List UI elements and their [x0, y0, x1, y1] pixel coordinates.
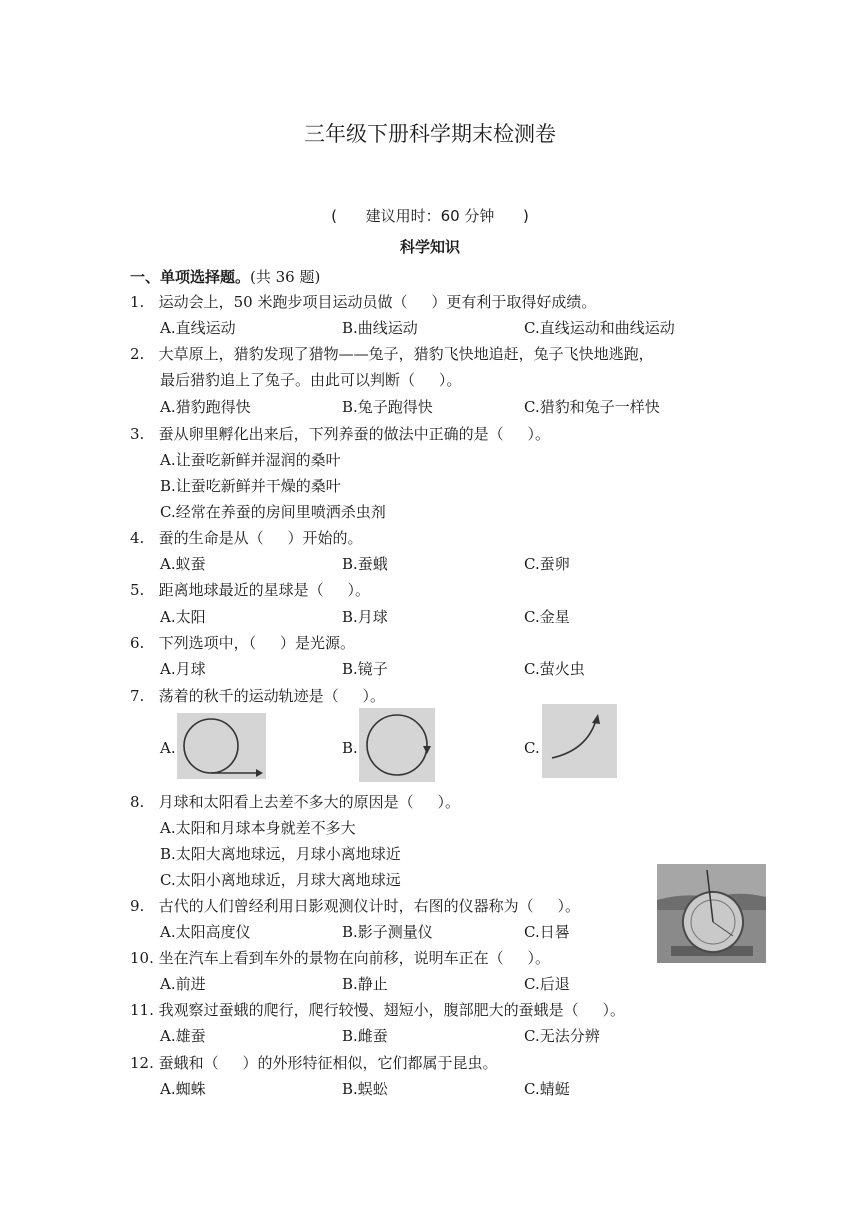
question-text: 月球和太阳看上去差不多大的原因是（ ）。 [158, 793, 460, 811]
option-b: B.兔子跑得快 [342, 398, 433, 416]
option-c: C.金星 [524, 608, 570, 626]
option-c: C.经常在养蚕的房间里喷洒杀虫剂 [160, 503, 386, 521]
question-text: 我观察过蚕蛾的爬行，爬行较慢、翅短小，腹部肥大的蚕蛾是（ ）。 [158, 1001, 625, 1019]
question-number: 8. [130, 793, 145, 811]
part-count: (共 36 题) [250, 268, 321, 286]
question-text: 古代的人们曾经利用日影观测仪计时，右图的仪器称为（ ）。 [158, 897, 580, 915]
page-title: 三年级下册科学期末检测卷 [304, 122, 556, 146]
question-number: 7. [130, 687, 145, 705]
circle-figure [359, 708, 435, 782]
question-6 [130, 633, 355, 653]
question-text: 荡着的秋千的运动轨迹是（ ）。 [158, 687, 385, 705]
option-a: A.雄蚕 [160, 1027, 206, 1045]
question-5 [130, 580, 370, 600]
option-a: A.直线运动 [160, 319, 236, 337]
question-number: 9. [130, 897, 145, 915]
option-b: B. [342, 739, 358, 757]
question-number: 3. [130, 425, 145, 443]
sundial-photo [657, 864, 766, 963]
option-a: A.蜘蛛 [160, 1080, 206, 1098]
question-7 [130, 686, 385, 706]
option-a: A.猎豹跑得快 [160, 398, 251, 416]
question-number: 2. [130, 345, 145, 363]
circle-with-arrow-figure [177, 713, 266, 779]
option-a: A. [160, 739, 176, 757]
question-text: 蚕蛾和（ ）的外形特征相似，它们都属于昆虫。 [158, 1054, 498, 1072]
question-number: 1. [130, 293, 145, 311]
option-a: A.月球 [160, 660, 206, 678]
option-b: B.让蚕吃新鲜并干燥的桑叶 [160, 477, 341, 495]
question-text: 距离地球最近的星球是（ ）。 [158, 581, 370, 599]
question-3 [130, 424, 550, 444]
option-a: A.蚁蚕 [160, 555, 206, 573]
option-c: C.后退 [524, 975, 570, 993]
option-c: C. [524, 739, 540, 757]
question-10 [130, 948, 550, 968]
question-text-cont: 最后猎豹追上了兔子。由此可以判断（ ）。 [160, 371, 462, 389]
option-b: B.影子测量仪 [342, 923, 433, 941]
part-heading-label: 一、单项选择题。 [130, 268, 251, 286]
option-a: A.让蚕吃新鲜并湿润的桑叶 [160, 451, 341, 469]
question-text: 大草原上，猎豹发现了猎物——兔子，猎豹飞快地追赶，兔子飞快地逃跑， [158, 345, 654, 363]
question-12 [130, 1053, 497, 1073]
question-2 [130, 344, 654, 364]
question-text: 坐在汽车上看到车外的景物在向前移，说明车正在（ ）。 [158, 949, 550, 967]
question-number: 6. [130, 634, 145, 652]
question-text: 运动会上，50 米跑步项目运动员做（ ）更有利于取得好成绩。 [158, 293, 597, 311]
arc-figure [542, 704, 617, 778]
option-b: B.月球 [342, 608, 388, 626]
option-c: C.太阳小离地球近，月球大离地球远 [160, 871, 401, 889]
option-a: A.前进 [160, 975, 206, 993]
option-b: B.静止 [342, 975, 388, 993]
question-number: 11. [130, 1001, 154, 1019]
question-number: 10. [130, 949, 154, 967]
option-c: C.蜻蜓 [524, 1080, 570, 1098]
question-text: 下列选项中，（ ）是光源。 [158, 634, 355, 652]
section-title: 科学知识 [399, 238, 460, 256]
option-c: C.直线运动和曲线运动 [524, 319, 675, 337]
question-text: 蚕从卵里孵化出来后，下列养蚕的做法中正确的是（ ）。 [158, 425, 550, 443]
option-b: B.雌蚕 [342, 1027, 388, 1045]
question-9 [130, 896, 580, 916]
option-c: C.萤火虫 [524, 660, 585, 678]
option-b: B.蚕蛾 [342, 555, 388, 573]
option-a: A.太阳高度仪 [160, 923, 251, 941]
question-1 [130, 292, 596, 312]
option-c: C.无法分辨 [524, 1027, 600, 1045]
question-number: 5. [130, 581, 145, 599]
option-c: C.蚕卵 [524, 555, 570, 573]
question-8 [130, 792, 460, 812]
time-note: ( 建议用时：60 分钟 ) [331, 207, 529, 225]
option-a: A.太阳 [160, 608, 206, 626]
question-text: 蚕的生命是从（ ）开始的。 [158, 529, 363, 547]
question-4 [130, 528, 362, 548]
option-b: B.蜈蚣 [342, 1080, 388, 1098]
option-c: C.日晷 [524, 923, 570, 941]
option-c: C.猎豹和兔子一样快 [524, 398, 660, 416]
option-a: A.太阳和月球本身就差不多大 [160, 819, 356, 837]
question-number: 4. [130, 529, 145, 547]
option-b: B.曲线运动 [342, 319, 418, 337]
part-heading [130, 266, 320, 287]
question-number: 12. [130, 1054, 154, 1072]
option-b: B.镜子 [342, 660, 388, 678]
question-11 [130, 1000, 625, 1020]
option-b: B.太阳大离地球远，月球小离地球近 [160, 845, 401, 863]
